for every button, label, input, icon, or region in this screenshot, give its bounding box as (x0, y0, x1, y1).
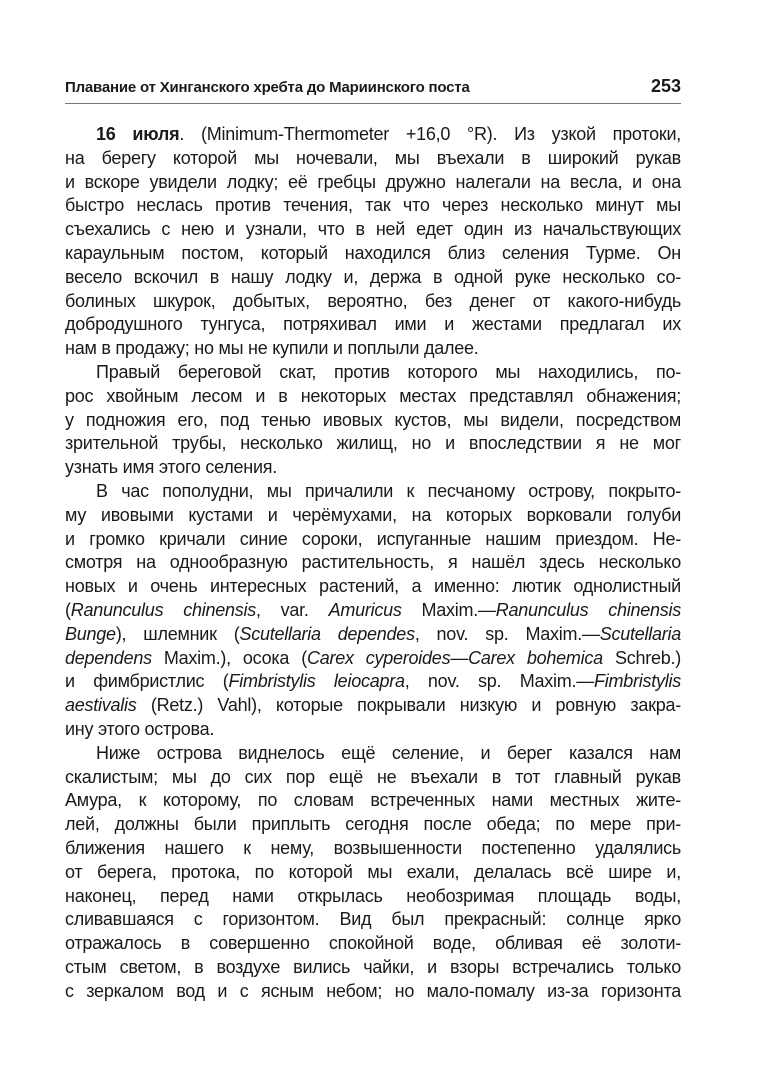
text-line (65, 528, 681, 552)
text-segment: смотря на однообразную растительность, я нашёл здесь несколько (65, 552, 681, 573)
text-line (65, 147, 681, 171)
text-line (65, 885, 681, 909)
text-segment: (Retz.) Vahl), которые покрывали низкую и ровную закра- (136, 695, 681, 716)
text-segment: добродушного тунгуса, потряхивал ими и жестами предлагал их (65, 314, 681, 335)
italic-text: Ranunculus chinensis (70, 599, 257, 620)
text-segment: весело вскочил в нашу лодку и, держа в одной руке несколько со- (65, 266, 681, 287)
text-line (65, 789, 681, 813)
paragraph (65, 480, 681, 742)
text-line (65, 813, 681, 837)
italic-text: Ranunculus chinensis (495, 599, 682, 620)
text-segment: му ивовыми кустами и черёмухами, на которых ворковали голуби (65, 504, 681, 525)
text-segment: съехались с нею и узнали, что в ней едет один из начальствующих (65, 219, 681, 240)
text-segment: Амура, к которому, по словам встреченных нами местных жите- (65, 790, 681, 811)
text-line (65, 861, 681, 885)
page-header (65, 76, 681, 102)
text-segment: с зеркалом вод и с ясным небом; но мало-помалу из-за горизонта (65, 980, 681, 1001)
text-segment: Schreb.) (602, 647, 682, 668)
text-segment: и фимбристлис ( (65, 671, 229, 692)
header-rule (65, 103, 681, 104)
text-line (65, 766, 681, 790)
text-line (65, 194, 681, 218)
text-line (65, 361, 681, 385)
text-line (65, 218, 681, 242)
text-segment: быстро неслась против течения, так что через несколько минут мы (65, 195, 681, 216)
text-segment: ину этого острова. (65, 718, 215, 739)
text-line (65, 409, 681, 433)
text-segment: от берега, протока, по которой мы ехали, делалась всё шире и, (65, 861, 681, 882)
text-line (65, 456, 681, 480)
text-line (65, 551, 681, 575)
italic-text: Carex bohemica (468, 647, 603, 668)
text-line (65, 599, 681, 623)
text-segment: нам в продажу; но мы не купили и поплыли далее. (65, 338, 479, 359)
text-segment: Правый береговой скат, против которого мы находились, по- (96, 361, 681, 382)
italic-text: dependens (65, 647, 152, 668)
text-segment: стым светом, в воздухе вились чайки, и взоры встречались только (65, 956, 681, 977)
paragraph (65, 123, 681, 361)
text-segment: скалистым; мы до сих пор ещё не въехали в тот главный рукав (65, 766, 681, 787)
text-segment: Maxim.), осока ( (151, 647, 307, 668)
text-segment: отражалось в совершенно спокойной воде, обливая её золоти- (65, 933, 681, 954)
italic-text: Fimbristylis leiocapra (228, 671, 405, 692)
text-segment: рос хвойным лесом и в некоторых местах представлял обнажения; (65, 385, 681, 406)
text-line (65, 980, 681, 1004)
text-segment: и громко кричали синие сороки, испуганные нашим приездом. Не- (65, 528, 681, 549)
running-title: Плавание от Хинганского хребта до Мариинского поста (65, 79, 470, 96)
text-segment: узнать имя этого селения. (65, 457, 278, 478)
text-segment: ( (65, 599, 71, 620)
italic-text: Amuricus (328, 599, 402, 620)
body-text (65, 123, 681, 1003)
text-segment: болиных шкурок, добытых, вероятно, без денег от какого-нибудь (65, 290, 681, 311)
text-line (65, 290, 681, 314)
text-segment: , var. (256, 599, 329, 620)
bold-date: 16 июля (96, 124, 180, 144)
text-line (65, 956, 681, 980)
text-segment: Ниже острова виднелось ещё селение, и берег казался нам (96, 742, 681, 763)
text-segment: на берегу которой мы ночевали, мы въехали в широкий рукав (65, 147, 681, 168)
page-number: 253 (650, 76, 681, 96)
text-segment: , nov. sp. Maxim.— (414, 623, 600, 644)
text-line (65, 670, 681, 694)
text-line (65, 718, 681, 742)
text-segment: В час пополудни, мы причалили к песчаному острову, покрыто- (96, 480, 681, 501)
text-segment: у подножия его, под тенью ивовых кустов, мы видели, посредством (65, 409, 681, 430)
text-segment: Maxim.— (401, 599, 496, 620)
text-segment: новых и очень интересных растений, а именно: лютик однолистный (65, 576, 681, 597)
text-line (65, 123, 681, 147)
text-line (65, 932, 681, 956)
italic-text: Bunge (65, 623, 116, 644)
text-line (65, 385, 681, 409)
text-segment: караульным постом, который находился близ селения Турме. Он (65, 242, 681, 263)
text-line (65, 480, 681, 504)
text-segment: наконец, перед нами открылась необозримая площадь воды, (65, 885, 681, 906)
text-line (65, 647, 681, 671)
text-line (65, 242, 681, 266)
italic-text: aestivalis (65, 695, 137, 716)
text-line (65, 837, 681, 861)
text-line (65, 266, 681, 290)
text-line (65, 171, 681, 195)
text-segment: лей, должны были приплыть сегодня после обеда; по мере при- (65, 814, 681, 835)
text-line (65, 575, 681, 599)
text-line (65, 742, 681, 766)
text-line (65, 432, 681, 456)
text-line (65, 908, 681, 932)
text-segment: ), шлемник ( (115, 623, 240, 644)
paragraph (65, 361, 681, 480)
text-line (65, 623, 681, 647)
text-segment: , nov. sp. Maxim.— (404, 671, 594, 692)
italic-text: Fimbristylis (594, 671, 681, 692)
text-segment: ближения нашего к нему, возвышенности постепенно удалялись (65, 837, 681, 858)
text-line (65, 313, 681, 337)
italic-text: Scutellaria (599, 623, 681, 644)
text-segment: . (Minimum-Thermometer +16,0 °R). Из узкой протоки, (179, 124, 682, 144)
italic-text: Scutellaria dependes (239, 623, 415, 644)
text-line (65, 337, 681, 361)
text-line (65, 694, 681, 718)
text-line (65, 504, 681, 528)
text-segment: зрительной трубы, несколько жилищ, но и впоследствии я не мог (65, 433, 681, 454)
paragraph (65, 742, 681, 1004)
text-segment: и вскоре увидели лодку; её гребцы дружно налегали на весла, и она (65, 171, 681, 192)
text-segment: — (450, 647, 469, 668)
text-segment: сливавшаяся с горизонтом. Вид был прекрасный: солнце ярко (65, 909, 681, 930)
italic-text: Carex cyperoides (306, 647, 451, 668)
